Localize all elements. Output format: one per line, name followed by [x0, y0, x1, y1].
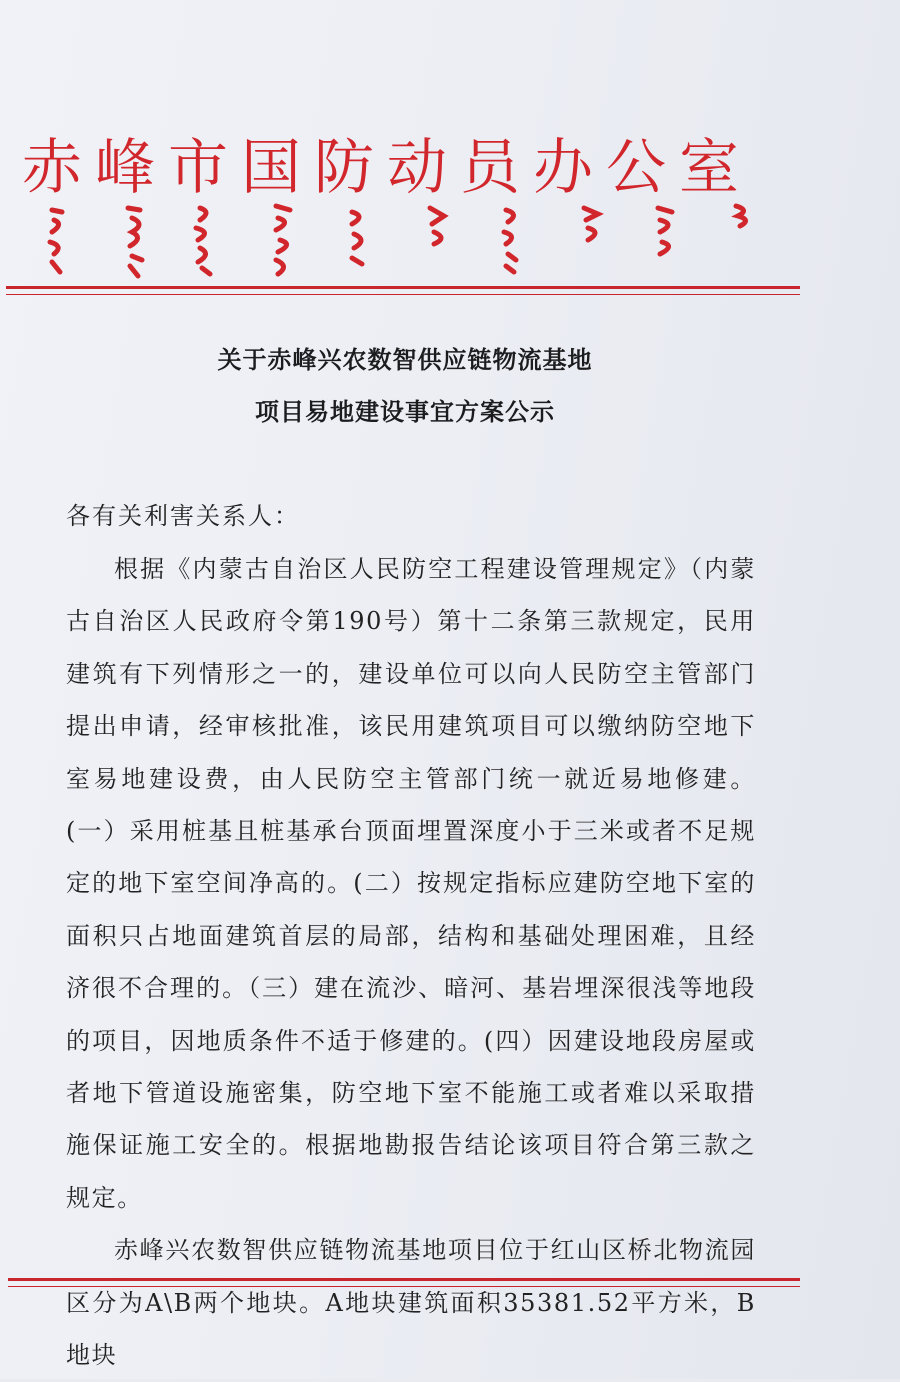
letterhead-org-name: 赤峰市国防动员办公室 [22, 133, 752, 203]
document-title-line1: 关于赤峰兴农数智供应链物流基地 [217, 346, 593, 374]
mongolian-letterhead-graphic [40, 202, 780, 282]
footer-divider-line [8, 1278, 800, 1281]
body-paragraph: 根据《内蒙古自治区人民防空工程建设管理规定》（内蒙古自治区人民政府令第190号）第十二条第三款规定，民用建筑有下列情形之一的，建设单位可以向人民防空主管部门提出申请，经审核批准，该民用建筑项目可以缴纳防空地下室易地建设费，由人民防空主管部门统一就近易地修建。(一）采用桩基且桩基承台顶面埋置深度小于三米或者不足规定的地下室空间净高的。(二）按规定指标应建防空地下室的面积只占地面建筑首层的局部，结构和基础处理困难，且经济很不合理的。（三）建在流沙、暗河、基岩埋深很浅等地段的项目，因地质条件不适于修建的。(四）因建设地段房屋或者地下管道设施密集，防空地下室不能施工或者难以采取措施保证施工安全的。根据地勘报告结论该项目符合第三款之规定。 [66, 555, 756, 1212]
letterhead-divider-line-thin [6, 294, 800, 295]
footer-divider-line-thin [8, 1286, 800, 1287]
body-paragraph: 赤峰兴农数智供应链物流基地项目位于红山区桥北物流园区分为A\B两个地块。A地块建筑面积35381.52平方米，B地块 [66, 1236, 756, 1370]
letterhead-divider-line [6, 286, 800, 289]
salutation: 各有关利害关系人： [66, 502, 300, 530]
document-body [66, 543, 756, 1382]
document-title-line2: 项目易地建设事宜方案公示 [255, 398, 555, 426]
